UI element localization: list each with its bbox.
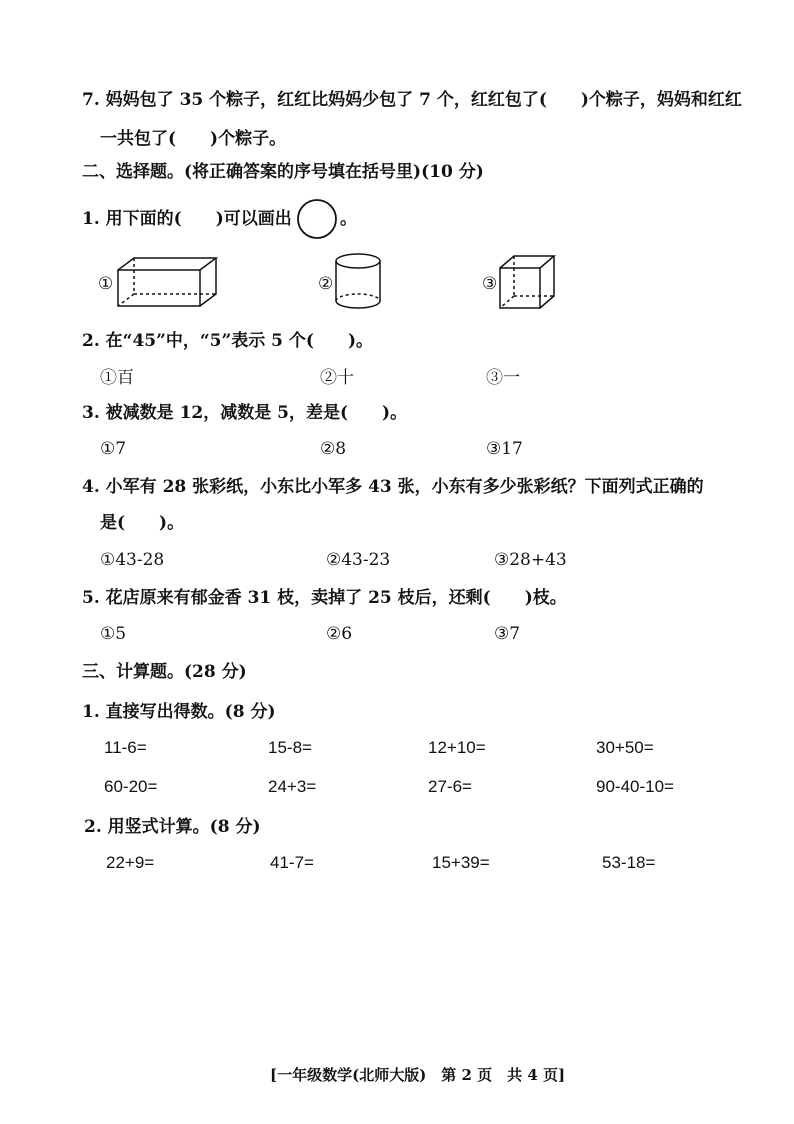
calc-item: 15-8= (268, 738, 312, 757)
cuboid-icon (116, 256, 220, 308)
s2-q4-line1: 4. 小军有 28 张彩纸，小东比小军多 43 张，小东有多少张彩纸？下面列式正确的 (82, 477, 704, 497)
s2-q1-opt3-label: ③ (482, 274, 498, 294)
s2-q3-opt3: ③17 (486, 439, 523, 459)
s2-q5-opt2: ②6 (326, 624, 353, 644)
s2-q1-suffix: 。 (340, 209, 357, 229)
calc-item: 90-40-10= (596, 777, 674, 796)
calc-item: 11-6= (104, 738, 147, 757)
s2-q5-opt3: ③7 (494, 624, 521, 644)
section2-title: 二、选择题。(将正确答案的序号填在括号里)(10 分) (82, 162, 484, 182)
s2-q2-opt3: ③一 (486, 368, 520, 388)
s2-q5-stem: 5. 花店原来有郁金香 31 枝，卖掉了 25 枝后，还剩( )枝。 (82, 588, 567, 608)
page-footer: [一年级数学(北师大版) 第 2 页 共 4 页] (270, 1066, 566, 1084)
calc-item: 15+39= (432, 853, 490, 872)
s2-q4-opt1: ①43-28 (100, 550, 165, 570)
calc-item: 41-7= (270, 853, 314, 872)
circle-figure (296, 198, 340, 240)
calc-item: 22+9= (106, 853, 155, 872)
s2-q3-opt2: ②8 (320, 439, 347, 459)
calc-item: 27-6= (428, 777, 472, 796)
s2-q3-opt1: ①7 (100, 439, 127, 459)
s2-q2-stem: 2. 在“45”中，“5”表示 5 个( )。 (82, 331, 374, 351)
cube-icon (498, 254, 556, 310)
q7-line2: 一共包了( )个粽子。 (100, 129, 287, 149)
calc-item: 12+10= (428, 738, 486, 757)
calc-item: 30+50= (596, 738, 654, 757)
s2-q4-line2: 是( )。 (100, 513, 185, 533)
cylinder-icon (334, 252, 384, 312)
calc-item: 24+3= (268, 777, 317, 796)
s2-q5-opt1: ①5 (100, 624, 127, 644)
s2-q3-stem: 3. 被减数是 12，减数是 5，差是( )。 (82, 403, 408, 423)
s2-q1-opt1-label: ① (98, 274, 114, 294)
s3-q1-title: 1. 直接写出得数。(8 分) (82, 702, 276, 722)
s2-q4-opt3: ③28+43 (494, 550, 567, 570)
s2-q1-opt2-label: ② (318, 274, 334, 294)
calc-item: 53-18= (602, 853, 656, 872)
s3-q2-title: 2. 用竖式计算。(8 分) (84, 817, 261, 837)
calc-item: 60-20= (104, 777, 158, 796)
s2-q2-opt1: ①百 (100, 368, 134, 388)
section3-title: 三、计算题。(28 分) (82, 662, 247, 682)
s2-q4-opt2: ②43-23 (326, 550, 391, 570)
q7-line1: 7. 妈妈包了 35 个粽子，红红比妈妈少包了 7 个，红红包了( )个粽子，妈妈和红红 (82, 90, 742, 110)
s2-q2-opt2: ②十 (320, 368, 354, 388)
s2-q1-stem: 1. 用下面的( )可以画出 (82, 209, 292, 229)
